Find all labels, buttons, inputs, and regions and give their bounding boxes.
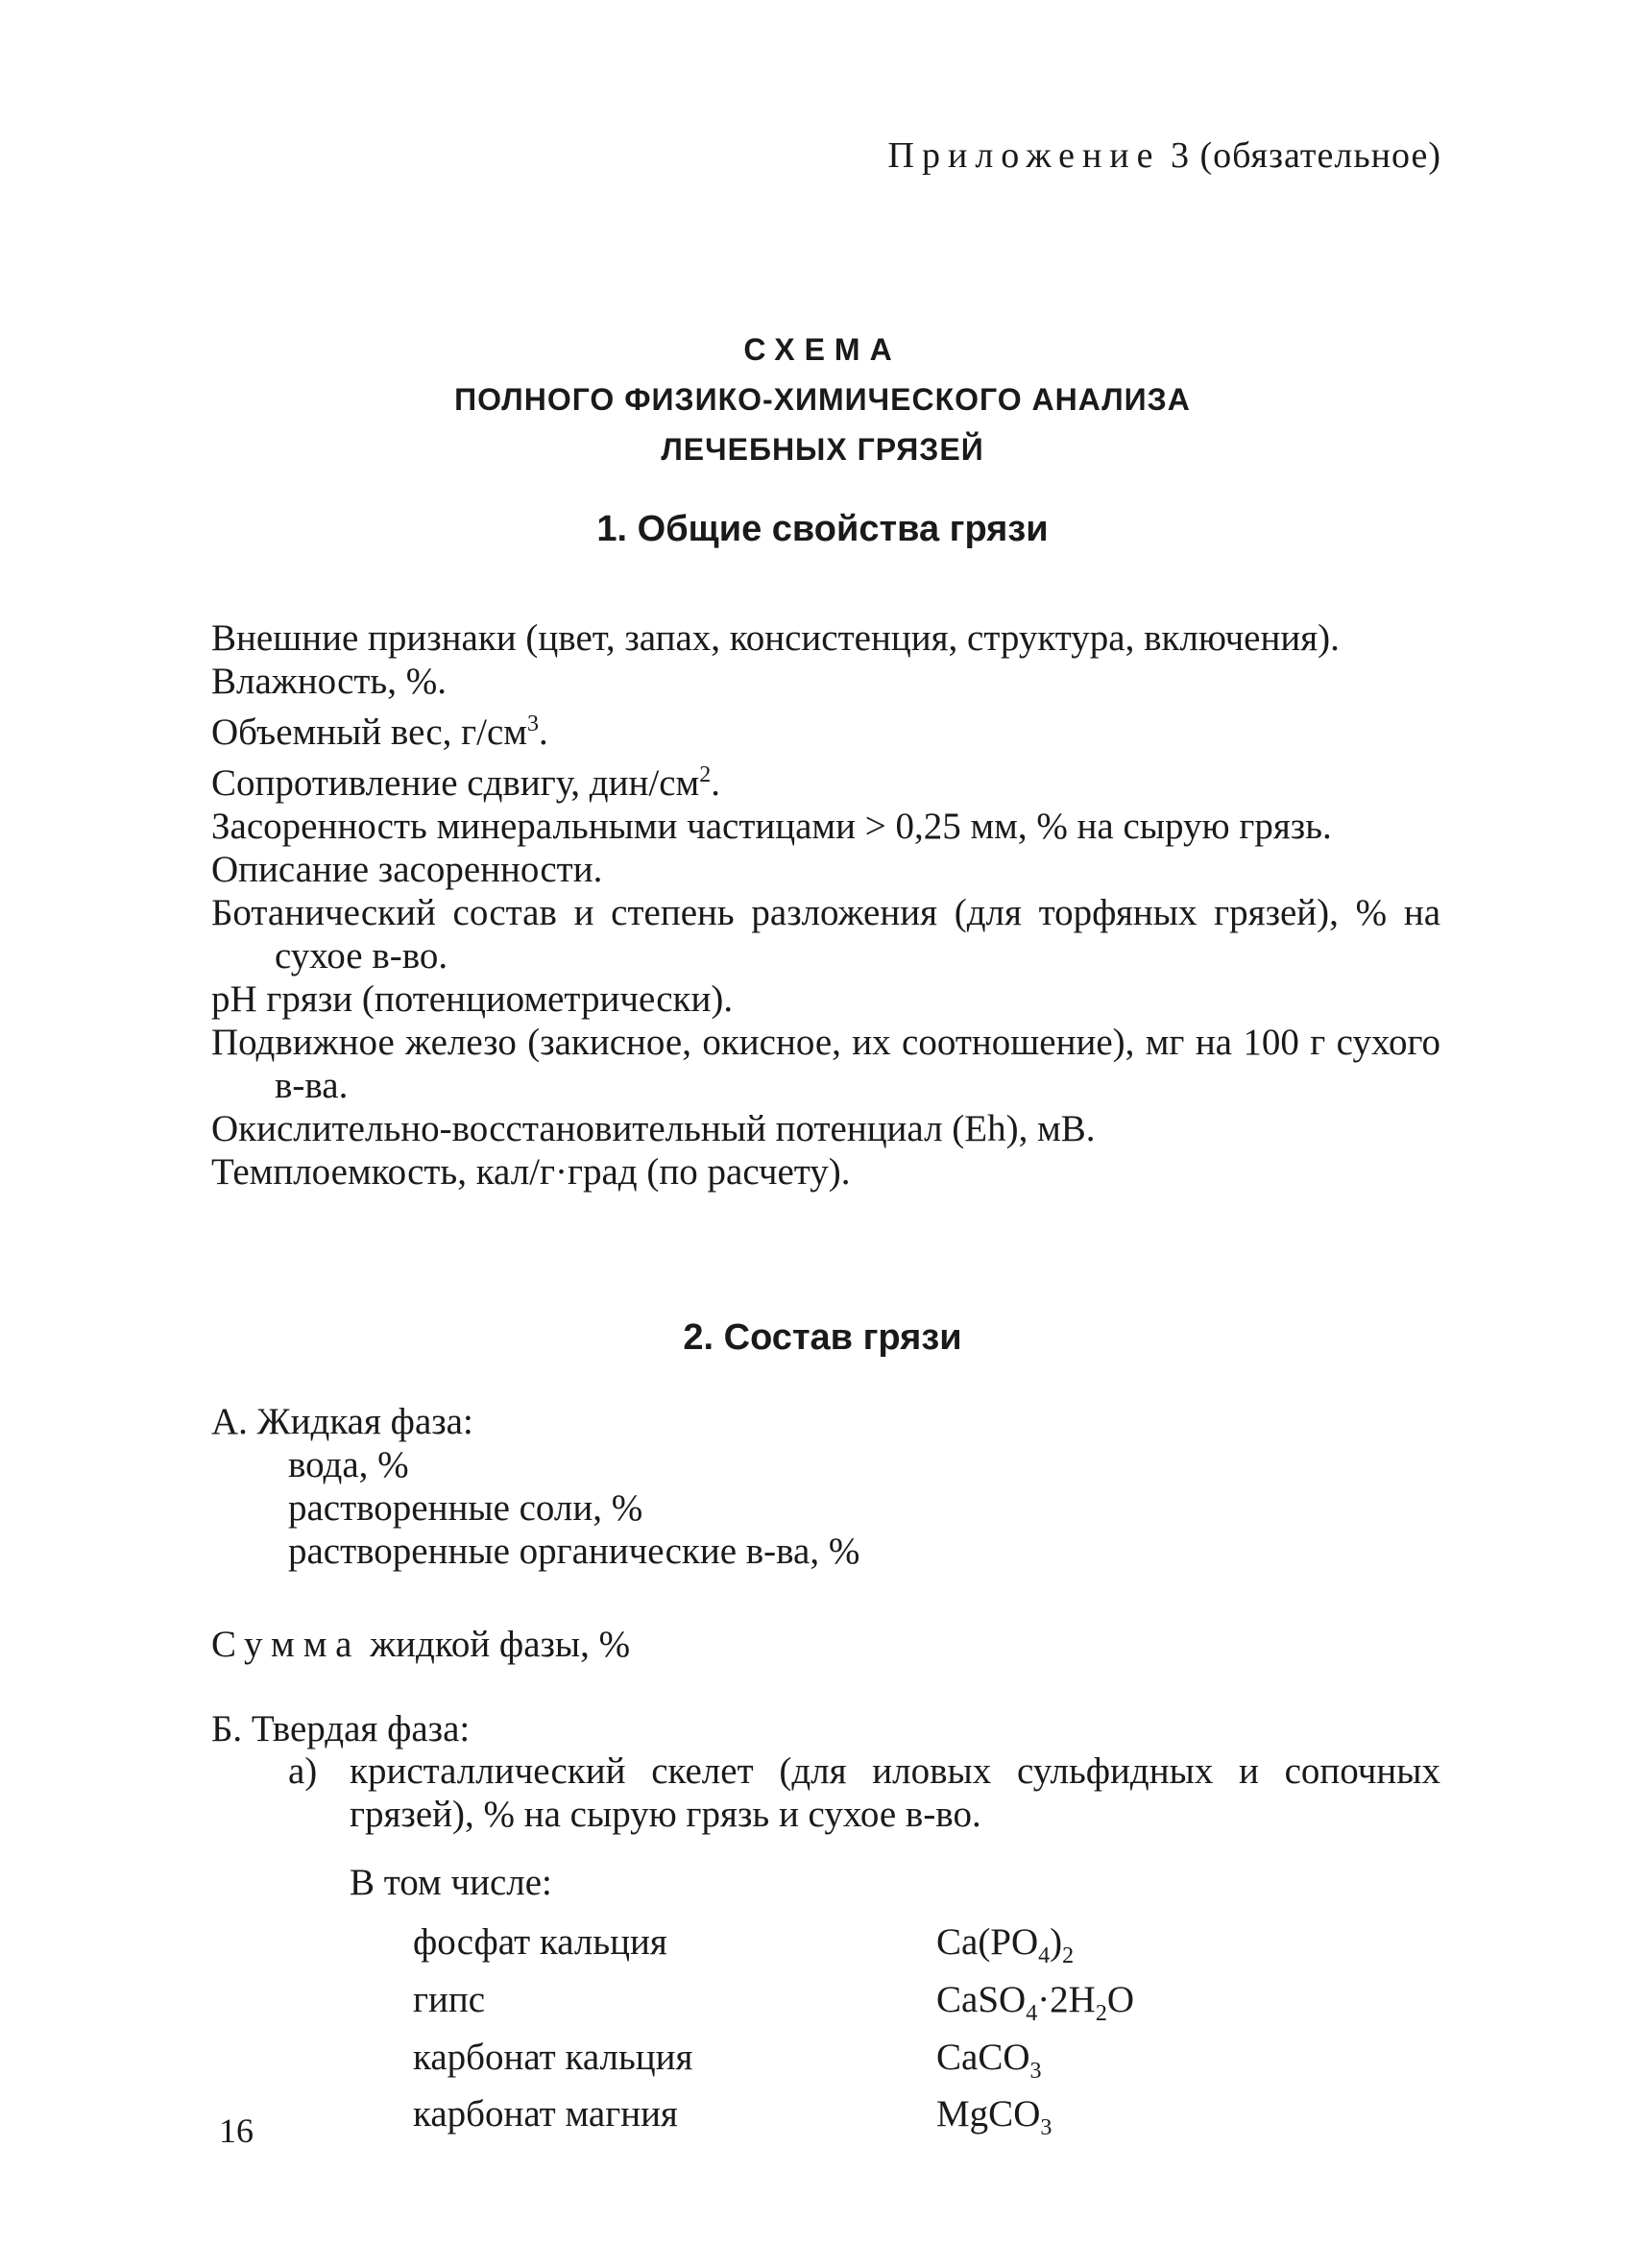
compound-name: фосфат кальция — [413, 1921, 667, 1963]
compound-formula: MgCO$_3$ — [936, 2093, 1052, 2141]
section-2-heading: 2. Состав грязи — [683, 1317, 962, 1358]
list-item: Влажность, %. — [211, 661, 447, 702]
general-properties-list — [211, 616, 1440, 1194]
list-item: рН грязи (потенциометрически). — [211, 978, 734, 1020]
table-row — [413, 2036, 1134, 2093]
title-line-3: ЛЕЧЕБНЫХ ГРЯЗЕЙ — [661, 432, 984, 467]
section-1-heading: 1. Общие свойства грязи — [596, 509, 1049, 549]
list-item: Описание засоренности. — [211, 849, 603, 890]
title-line-2: ПОЛНОГО ФИЗИКО-ХИМИЧЕСКОГО АНАЛИЗА — [454, 382, 1191, 417]
compound-formula: CaCO$_3$ — [936, 2036, 1042, 2084]
list-item: растворенные органические в-ва, % — [288, 1531, 860, 1572]
compound-formula: $CaSO_4\cdot 2H_2O$ — [936, 1978, 1135, 2026]
compound-name: гипс — [413, 1978, 486, 2020]
list-item: Объемный вес, $г/см^3$. — [211, 712, 548, 753]
item-text: кристаллический скелет (для иловых сульфидных и сопочных грязей), % на сырую грязь и сухое в-во. — [350, 1750, 1440, 1835]
table-row — [413, 1920, 1134, 1978]
including-label: В том числе: — [350, 1862, 552, 1903]
compound-name: карбонат кальция — [413, 2036, 693, 2078]
list-item: вода, % — [288, 1444, 409, 1485]
document-title — [0, 325, 1645, 474]
solid-phase-label: Б. Твердая фаза: — [211, 1708, 471, 1749]
page-number: 16 — [219, 2111, 254, 2150]
liquid-phase-label: А. Жидкая фаза: — [211, 1401, 473, 1442]
compounds-table — [413, 1920, 1134, 2150]
compound-formula: $Ca(PO_4)_2$ — [936, 1921, 1075, 1968]
list-item: Сопротивление сдвигу, дин/$см^2$. — [211, 762, 720, 804]
appendix-label: Приложение 3 (обязательное) — [887, 135, 1441, 176]
item-marker: а) — [288, 1750, 318, 1792]
solid-phase-item — [288, 1749, 1440, 1836]
list-item: растворенные соли, % — [288, 1487, 643, 1529]
compound-name: карбонат магния — [413, 2093, 678, 2135]
list-item: Внешние признаки (цвет, запах, консистенция, структура, включения). — [211, 617, 1340, 659]
list-item: Подвижное железо (закисное, окисное, их соотношение), мг на 100 г сухого в-ва. — [211, 1022, 1440, 1106]
list-item: Окислительно-восстановительный потенциал (Eh), мВ. — [211, 1108, 1096, 1149]
list-item: Темплоемкость, кал/г·град (по расчету). — [211, 1151, 851, 1193]
list-item: Засоренность минеральными частицами > 0,25 мм, % на сырую грязь. — [211, 806, 1332, 847]
table-row — [413, 1978, 1134, 2036]
title-line-1: СХЕМА — [743, 332, 902, 367]
liquid-phase-sum: Сумма жидкой фазы, % — [211, 1624, 631, 1665]
list-item: Ботанический состав и степень разложения (для торфяных грязей), % на сухое в-во. — [211, 892, 1440, 977]
liquid-phase-block — [211, 1400, 859, 1573]
table-row — [413, 2092, 1134, 2150]
